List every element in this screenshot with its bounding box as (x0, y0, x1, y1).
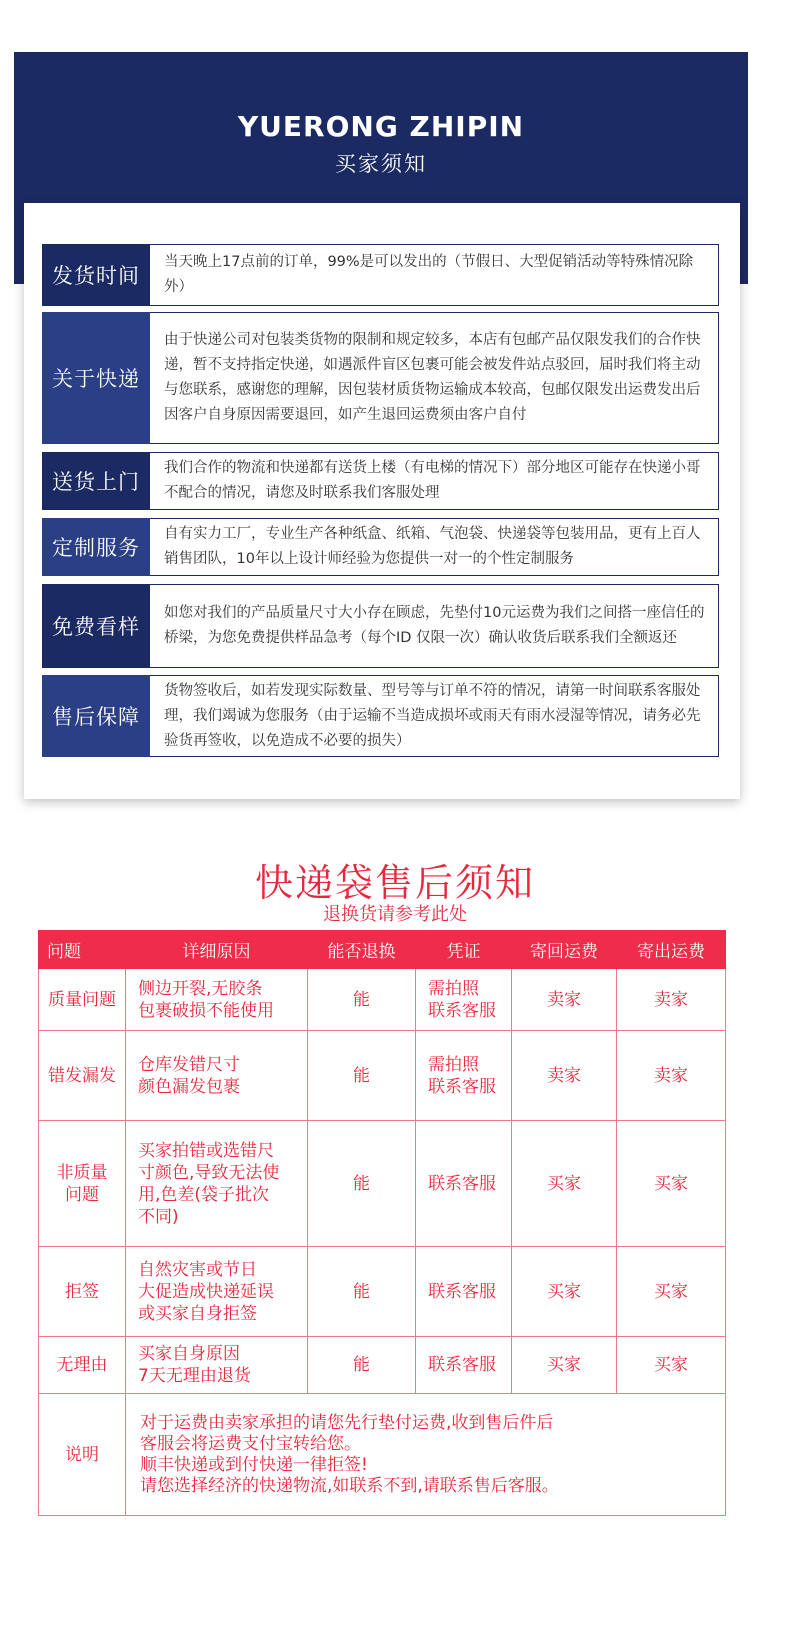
info-text: 如您对我们的产品质量尺寸大小存在顾虑，先垫付10元运费为我们之间搭一座信任的桥梁，为您免费提供样品急考（每个ID 仅限一次）确认收货后联系我们全额返还 (150, 584, 719, 668)
issue-cell: 无理由 (39, 1337, 126, 1394)
send-fee-cell: 买家 (617, 1337, 726, 1394)
send-fee-cell: 买家 (617, 1247, 726, 1337)
info-label: 免费看样 (42, 584, 150, 668)
returnable-cell: 能 (308, 1031, 416, 1121)
aftersale-subtitle: 退换货请参考此处 (323, 904, 467, 925)
col-header-return-fee: 寄回运费 (512, 931, 617, 969)
returnable-cell: 能 (308, 1337, 416, 1394)
table-row (39, 1031, 726, 1121)
note-label: 说明 (39, 1394, 126, 1516)
returnable-cell: 能 (308, 1247, 416, 1337)
proof-cell: 需拍照 联系客服 (416, 969, 512, 1031)
info-label: 发货时间 (42, 244, 150, 306)
return-fee-cell: 买家 (512, 1337, 617, 1394)
info-label: 定制服务 (42, 518, 150, 576)
proof-cell: 联系客服 (416, 1337, 512, 1394)
info-row-courier (42, 312, 719, 444)
returnable-cell: 能 (308, 1121, 416, 1247)
proof-cell: 需拍照 联系客服 (416, 1031, 512, 1121)
issue-cell: 质量问题 (39, 969, 126, 1031)
return-fee-cell: 卖家 (512, 1031, 617, 1121)
page-subtitle: 买家须知 (335, 152, 427, 176)
info-label: 送货上门 (42, 452, 150, 510)
info-row-door-delivery (42, 452, 719, 510)
return-fee-cell: 买家 (512, 1121, 617, 1247)
col-header-returnable: 能否退换 (308, 931, 416, 969)
return-fee-cell: 卖家 (512, 969, 617, 1031)
table-row (39, 1337, 726, 1394)
table-row (39, 1121, 726, 1247)
send-fee-cell: 卖家 (617, 1031, 726, 1121)
send-fee-cell: 卖家 (617, 969, 726, 1031)
info-text: 货物签收后，如若发现实际数量、型号等与订单不符的情况，请第一时间联系客服处理，我们竭诚为您服务（由于运输不当造成损坏或雨天有雨水浸湿等情况，请务必先验货再签收，以免造成不必要的损失） (150, 675, 719, 757)
col-header-send-fee: 寄出运费 (617, 931, 726, 969)
reason-cell: 仓库发错尺寸 颜色漏发包裹 (126, 1031, 308, 1121)
reason-cell: 买家拍错或选错尺 寸颜色,导致无法使 用,色差(袋子批次 不同) (126, 1121, 308, 1247)
reason-cell: 买家自身原因 7天无理由退货 (126, 1337, 308, 1394)
reason-cell: 自然灾害或节日 大促造成快递延误 或买家自身拒签 (126, 1247, 308, 1337)
info-row-free-sample (42, 584, 719, 668)
info-label: 售后保障 (42, 675, 150, 757)
returnable-cell: 能 (308, 969, 416, 1031)
issue-cell: 拒签 (39, 1247, 126, 1337)
issue-cell: 非质量 问题 (39, 1121, 126, 1247)
send-fee-cell: 买家 (617, 1121, 726, 1247)
reason-cell: 侧边开裂,无胶条 包裹破损不能使用 (126, 969, 308, 1031)
col-header-issue: 问题 (39, 931, 126, 969)
info-text: 由于快递公司对包装类货物的限制和规定较多，本店有包邮产品仅限发我们的合作快递，暂不支持指定快递，如遇派件盲区包裹可能会被发件站点驳回，届时我们将主动与您联系，感谢您的理解，因包装材质货物运输成本较高，包邮仅限发出运费发出后因客户自身原因需要退回，如产生退回运费须由客户自付 (150, 312, 719, 444)
col-header-reason: 详细原因 (126, 931, 308, 969)
col-header-proof: 凭证 (416, 931, 512, 969)
aftersale-title: 快递袋售后须知 (254, 861, 535, 905)
table-note-row (39, 1394, 726, 1516)
note-text: 对于运费由卖家承担的请您先行垫付运费,收到售后件后 客服会将运费支付宝转给您。 顺丰快递或到付快递一律拒签! 请您选择经济的快递物流,如联系不到,请联系售后客服。 (126, 1394, 726, 1516)
proof-cell: 联系客服 (416, 1121, 512, 1247)
issue-cell: 错发漏发 (39, 1031, 126, 1121)
table-header-row (39, 931, 726, 969)
brand-title: YUERONG ZHIPIN (237, 110, 525, 143)
info-label: 关于快递 (42, 312, 150, 444)
info-row-shipping-time (42, 244, 719, 306)
info-row-aftersale-guarantee (42, 675, 719, 757)
info-text: 当天晚上17点前的订单，99%是可以发出的（节假日、大型促销活动等特殊情况除外） (150, 244, 719, 306)
table-row (39, 1247, 726, 1337)
info-row-custom-service (42, 518, 719, 576)
aftersale-table (38, 930, 726, 1516)
table-row (39, 969, 726, 1031)
info-text: 我们合作的物流和快递都有送货上楼（有电梯的情况下）部分地区可能存在快递小哥不配合的情况，请您及时联系我们客服处理 (150, 452, 719, 510)
info-text: 自有实力工厂，专业生产各种纸盒、纸箱、气泡袋、快递袋等包装用品，更有上百人销售团队，10年以上设计师经验为您提供一对一的个性定制服务 (150, 518, 719, 576)
return-fee-cell: 买家 (512, 1247, 617, 1337)
proof-cell: 联系客服 (416, 1247, 512, 1337)
